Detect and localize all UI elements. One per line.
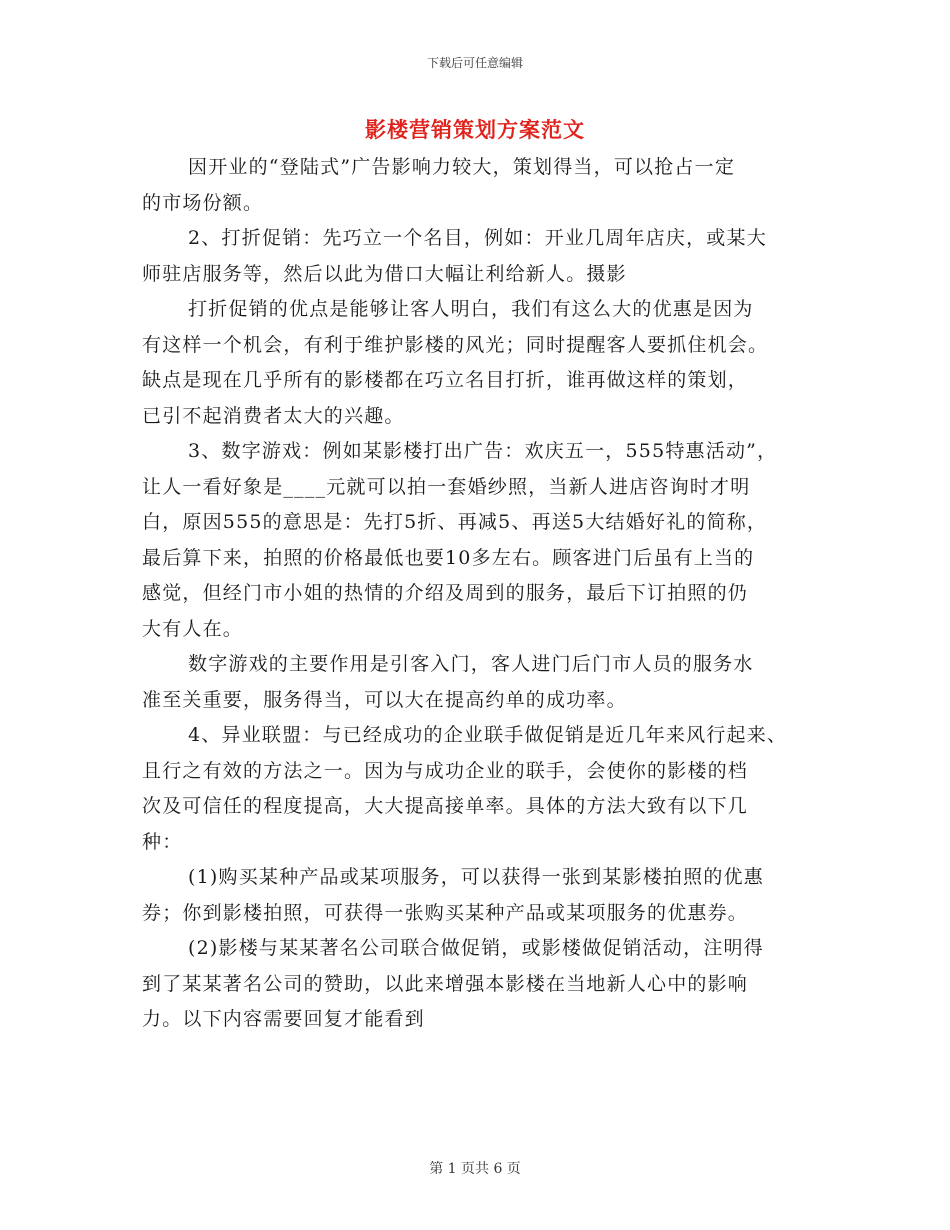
page-footer: 第 1 页共 6 页	[429, 1161, 521, 1177]
paragraph-line: 已引不起消费者太大的兴趣。	[142, 404, 405, 427]
paragraph-line: 白，原因555的意思是：先打5折、再减5、再送5大结婚好礼的简称，	[142, 511, 768, 533]
paragraph-line: 3、数字游戏：例如某影楼打出广告：欢庆五一，555特惠活动”，	[188, 440, 778, 462]
paragraph-line: 种：	[142, 830, 183, 853]
paragraph-line: 准至关重要，服务得当，可以大在提高约单的成功率。	[142, 688, 627, 711]
paragraph-line: 因开业的“登陆式”广告影响力较大，策划得当，可以抢占一定	[188, 156, 736, 178]
paragraph-line: 有这样一个机会，有利于维护影楼的风光；同时提醒客人要抓住机会。	[142, 333, 769, 356]
paragraph-line: 数字游戏的主要作用是引客入门，客人进门后门市人员的服务水	[188, 653, 754, 675]
paragraph-line: 2、打折促销：先巧立一个名目，例如：开业几周年店庆，或某大	[188, 227, 767, 249]
paragraph-line: 力。以下内容需要回复才能看到	[142, 1008, 425, 1030]
paragraph-line: (1)购买某种产品或某项服务，可以获得一张到某影楼拍照的优惠	[188, 866, 764, 888]
paragraph-line: 缺点是现在几乎所有的影楼都在巧立名目打折，谁再做这样的策划，	[142, 369, 749, 391]
paragraph-line: 券；你到影楼拍照，可获得一张购买某种产品或某项服务的优惠券。	[142, 901, 749, 924]
paragraph-line: 次及可信任的程度提高，大大提高接单率。具体的方法大致有以下几	[142, 795, 749, 817]
paragraph-line: 让人一看好象是____元就可以拍一套婚纱照，当新人进店咨询时才明	[142, 475, 751, 498]
paragraph-line: 大有人在。	[142, 617, 244, 640]
document-title: 影楼营销策划方案范文	[365, 117, 585, 142]
paragraph-line: 打折促销的优点是能够让客人明白，我们有这么大的优惠是因为	[188, 298, 754, 320]
paragraph-line: 师驻店服务等，然后以此为借口大幅让利给新人。摄影	[142, 262, 627, 285]
header-note: 下载后可任意编辑	[426, 56, 523, 70]
paragraph-line: 感觉，但经门市小姐的热情的介绍及周到的服务，最后下订拍照的仍	[142, 582, 749, 604]
paragraph-line: (2)影楼与某某著名公司联合做促销，或影楼做促销活动，注明得	[188, 937, 764, 959]
paragraph-line: 最后算下来，拍照的价格最低也要10多左右。顾客进门后虽有上当的	[142, 546, 755, 569]
document-body	[142, 150, 812, 1038]
paragraph-line: 且行之有效的方法之一。因为与成功企业的联手，会使你的影楼的档	[142, 759, 749, 782]
paragraph-line: 4、异业联盟：与已经成功的企业联手做促销是近几年来风行起来、	[188, 724, 788, 746]
paragraph-line: 到了某某著名公司的赞助，以此来增强本影楼在当地新人心中的影响	[142, 972, 749, 995]
paragraph-line: 的市场份额。	[142, 191, 264, 214]
